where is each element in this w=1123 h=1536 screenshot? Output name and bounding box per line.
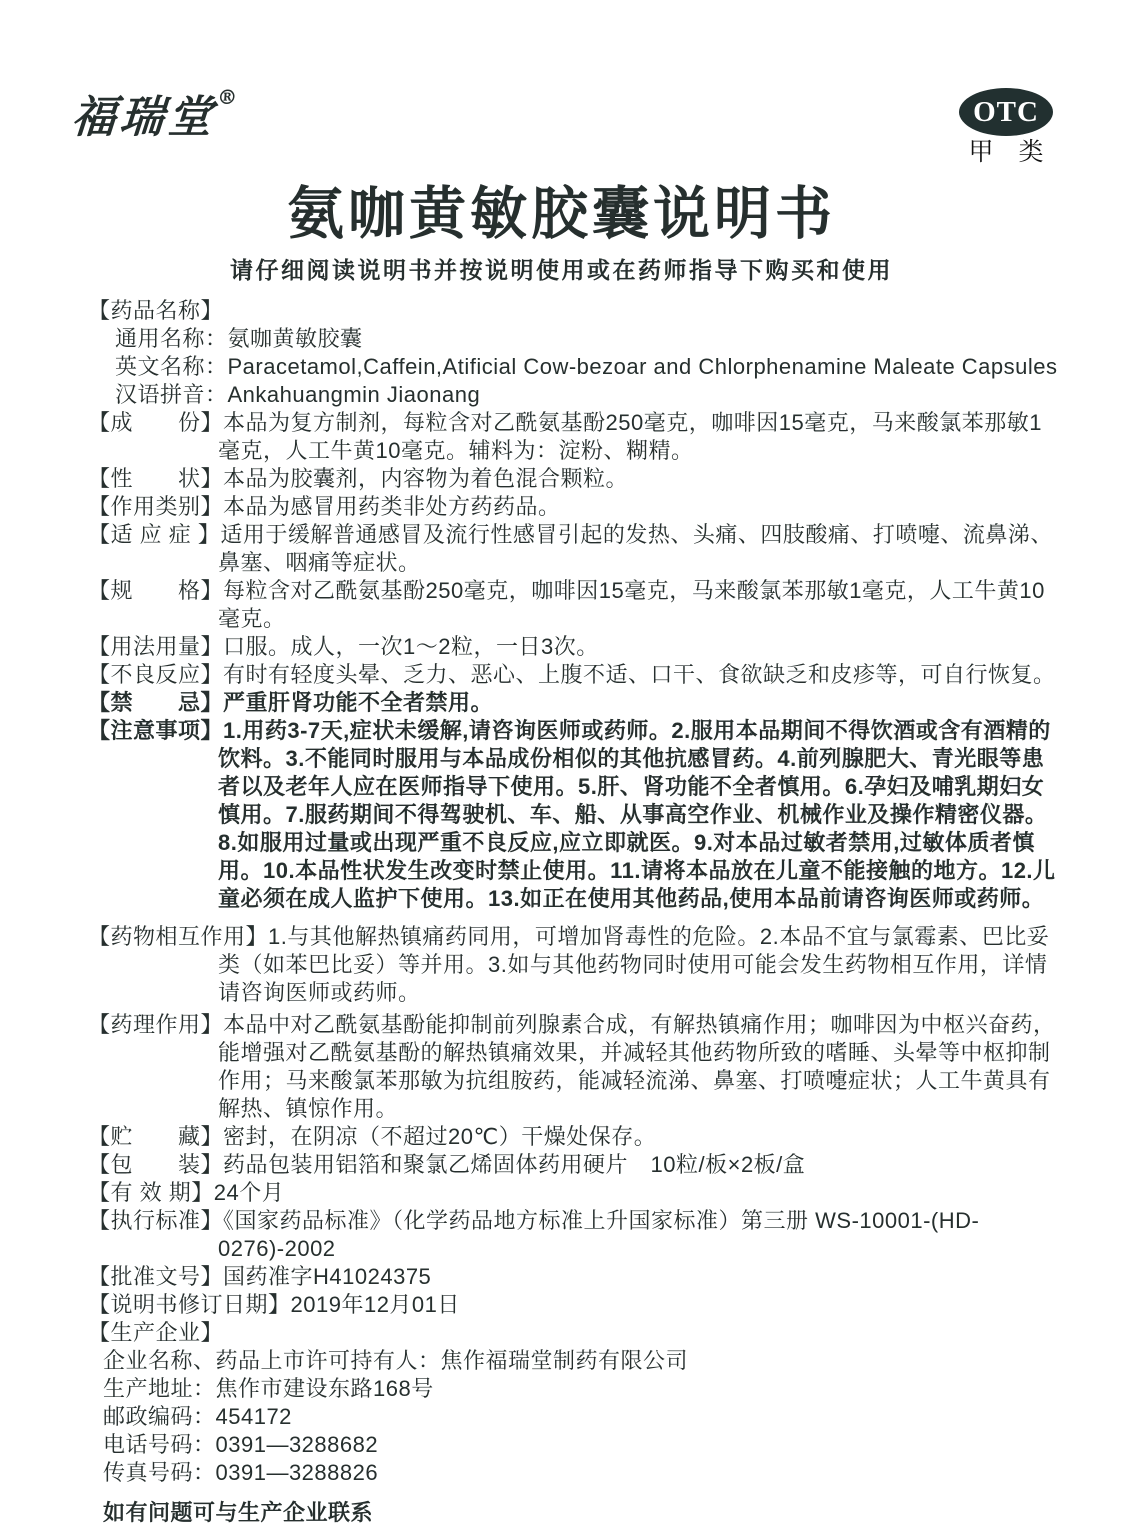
section-sub-item: 邮政编码：454172: [103, 1404, 292, 1430]
section-line: [88, 1319, 1063, 1347]
section-text: 国药准字H41024375: [223, 1264, 432, 1290]
section-text: 药品包装用铝箔和聚氯乙烯固体药用硬片 10粒/板×2板/盒: [223, 1152, 806, 1178]
section-row: [88, 1151, 1063, 1179]
section-sub-item: 企业名称、药品上市许可持有人：焦作福瑞堂制药有限公司: [103, 1348, 689, 1374]
section-text: 每粒含对乙酰氨基酚250毫克，咖啡因15毫克，马来酸氯苯那敏1毫克，人工牛黄10毫克。: [218, 578, 1045, 632]
section-line: [88, 923, 1063, 1007]
section-line: [88, 1179, 1063, 1207]
section-label: 【包 装】: [88, 1152, 224, 1178]
section-label: 【说明书修订日期】: [88, 1292, 291, 1318]
section-label: 【适 应 症 】: [88, 522, 221, 548]
section-label: 【贮 藏】: [88, 1124, 224, 1150]
section-text: 2019年12月01日: [290, 1292, 460, 1318]
section-label: 【药物相互作用】: [88, 924, 269, 950]
sections-list: [88, 297, 1063, 1487]
header: [69, 85, 1061, 174]
section-line: [88, 633, 1063, 661]
section-line: [88, 717, 1063, 913]
otc-badge-label: OTC: [973, 95, 1039, 128]
section-row: [88, 465, 1063, 493]
section-sub-item: 生产地址：焦作市建设东路168号: [103, 1376, 434, 1402]
footer-note: 如有问题可与生产企业联系: [103, 1500, 374, 1526]
brand-logo: [70, 86, 238, 142]
section-text: 口服。成人，一次1～2粒，一日3次。: [223, 634, 599, 660]
section-text: 1.与其他解热镇痛药同用，可增加肾毒性的危险。2.本品不宜与氯霉素、巴比妥类（如苯巴比妥）等并用。3.如与其他药物同时使用可能会发生药物相互作用，详情请咨询医师或药师。: [218, 924, 1050, 1006]
section-sub-item: 传真号码：0391—3288826: [103, 1460, 379, 1486]
section-text: 适用于缓解普通感冒及流行性感冒引起的发热、头痛、四肢酸痛、打喷嚏、流鼻涕、鼻塞、咽痛等症状。: [218, 522, 1053, 576]
otc-class-label: 甲 类: [968, 138, 1044, 166]
section-text: 《国家药品标准》（化学药品地方标准上升国家标准）第三册 WS-10001-(HD-0276)-2002: [218, 1208, 980, 1262]
section-label: 【禁 忌】: [88, 690, 224, 716]
registered-trademark-icon: ®: [216, 85, 239, 109]
section-sub-item: 汉语拼音：Ankahuangmin Jiaonang: [115, 382, 481, 408]
section-row: [88, 1011, 1063, 1123]
otc-badge: [959, 88, 1053, 136]
section-sub-item: 电话号码：0391—3288682: [103, 1432, 379, 1458]
section-text: 严重肝肾功能不全者禁用。: [223, 690, 494, 716]
section-row: [88, 633, 1063, 661]
otc-mark: [951, 86, 1061, 167]
page-title: 氨咖黄敏胶囊说明书: [287, 182, 836, 246]
section-label: 【不良反应】: [88, 662, 224, 688]
section-row: [88, 1207, 1063, 1263]
section-row: [88, 1291, 1063, 1319]
section-row: [88, 661, 1063, 689]
section-line: [88, 1011, 1063, 1123]
section-row: [88, 521, 1063, 577]
page-subtitle: 请仔细阅读说明书并按说明使用或在药师指导下购买和使用: [230, 257, 893, 284]
section-line: [88, 465, 1063, 493]
section-sub-item: 英文名称：Paracetamol,Caffein,Atificial Cow-bezoar and Chlorphenamine Maleate Capsules: [115, 354, 1058, 380]
section-label: 【作用类别】: [88, 494, 224, 520]
brand-name: 福瑞堂: [69, 92, 218, 143]
section-row: [88, 1179, 1063, 1207]
section-label: 【有 效 期】: [88, 1180, 214, 1206]
section-line: [88, 577, 1063, 633]
section-line: [88, 409, 1063, 465]
section-line: [88, 493, 1063, 521]
section-row: [88, 1263, 1063, 1291]
section-label: 【性 状】: [88, 466, 224, 492]
section-row: [88, 493, 1063, 521]
section-text: 有时有轻度头晕、乏力、恶心、上腹不适、口干、食欲缺乏和皮疹等，可自行恢复。: [223, 662, 1056, 688]
section-row: [88, 717, 1063, 913]
section-label: 【成 份】: [88, 410, 224, 436]
section-label: 【执行标准】: [88, 1208, 224, 1234]
section-row: [88, 689, 1063, 717]
section-line: [88, 521, 1063, 577]
section-row: [88, 1123, 1063, 1151]
section-text: 本品为复方制剂，每粒含对乙酰氨基酚250毫克，咖啡因15毫克，马来酸氯苯那敏1毫克，人工牛黄10毫克。辅料为：淀粉、糊精。: [218, 410, 1042, 464]
section-text: 本品为感冒用药类非处方药药品。: [223, 494, 561, 520]
section-label: 【注意事项】: [88, 718, 224, 744]
section-label: 【用法用量】: [88, 634, 224, 660]
section-row: [88, 577, 1063, 633]
section-text: 本品为胶囊剂，内容物为着色混合颗粒。: [223, 466, 629, 492]
section-line: [88, 297, 1063, 325]
section-line: [88, 1263, 1063, 1291]
section-line: [88, 1151, 1063, 1179]
section-label: 【批准文号】: [88, 1264, 224, 1290]
section-label: 【药理作用】: [88, 1012, 224, 1038]
section-text: 1.用药3-7天,症状未缓解,请咨询医师或药师。2.服用本品期间不得饮酒或含有酒精的饮料。3.不能同时服用与本品成份相似的其他抗感冒药。4.前列腺肥大、青光眼等患者以及老年人应在医师指导下使用。5.肝、肾功能不全者慎用。6.孕妇及哺乳期妇女慎用。7.服药期间不得驾驶机、车、船、从事高空作业、机械作业及操作精密仪器。8.如服用过量或出现严重不良反应,应立即就医。9.对本品过敏者禁用,过敏体质者慎用。10.本品性状发生改变时禁止使用。11.请将本品放在儿童不能接触的地方。12.儿童必须在成人监护下使用。13.如正在使用其他药品,使用本品前请咨询医师或药师。: [218, 718, 1056, 912]
section-text: 24个月: [213, 1180, 285, 1206]
section-row: [88, 1319, 1063, 1487]
section-line: [88, 1207, 1063, 1263]
section-line: [88, 661, 1063, 689]
section-line: [88, 1291, 1063, 1319]
section-row: [88, 297, 1063, 409]
section-line: [88, 689, 1063, 717]
section-sub-item: 通用名称：氨咖黄敏胶囊: [115, 326, 363, 352]
section-label: 【药品名称】: [88, 298, 224, 324]
section-text: 密封，在阴凉（不超过20℃）干燥处保存。: [223, 1124, 657, 1150]
section-text: 本品中对乙酰氨基酚能抑制前列腺素合成，有解热镇痛作用；咖啡因为中枢兴奋药，能增强对乙酰氨基酚的解热镇痛效果，并减轻其他药物所致的嗜睡、头晕等中枢抑制作用；马来酸氯苯那敏为抗组胺药，能减轻流涕、鼻塞、打喷嚏症状；人工牛黄具有解热、镇惊作用。: [218, 1012, 1056, 1122]
section-label: 【生产企业】: [88, 1320, 224, 1346]
section-row: [88, 923, 1063, 1007]
section-label: 【规 格】: [88, 578, 224, 604]
section-row: [88, 409, 1063, 465]
section-line: [88, 1123, 1063, 1151]
